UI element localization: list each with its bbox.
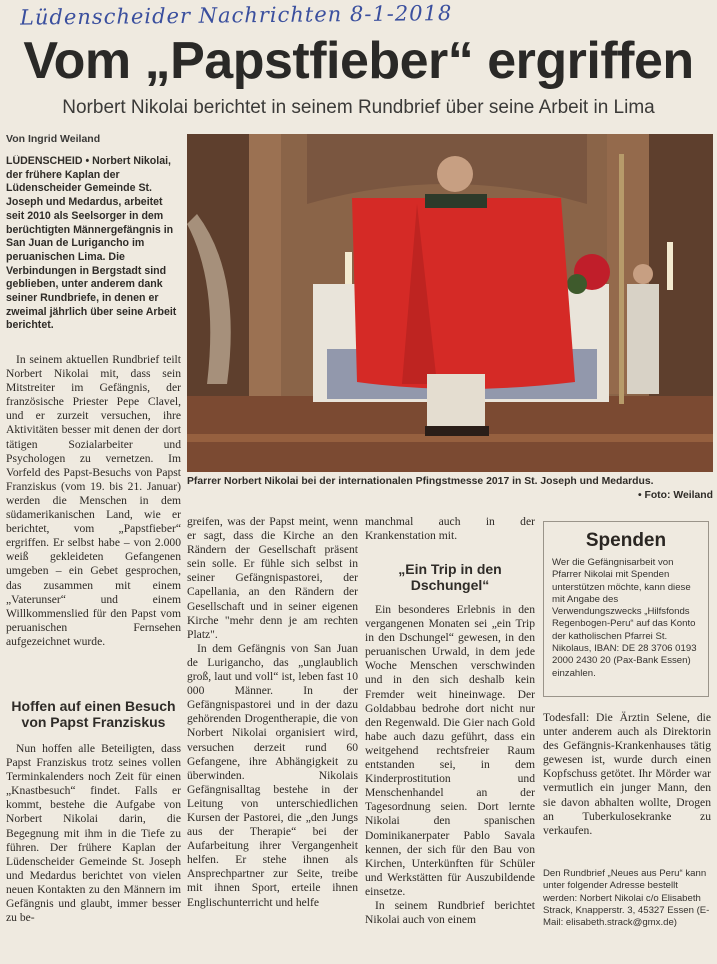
body-paragraph: Todesfall: Die Ärztin Selene, die unter anderem auch als Direktorin des Gefängnis-Krankenhauses tätig gewesen ist, wurde durch einen Kopfschuss getötet. Ihr Mörder war vermutlich ein junger Mann, den sie davon abhalten wollte, Drogen an Tuberkulosekranke zu verkaufen.: [543, 711, 711, 837]
section-heading-papst-besuch: Hoffen auf einen Besuch von Papst Franziskus: [11, 698, 176, 730]
article-column-3-continued: [365, 603, 535, 964]
photo-red-vestment: [352, 198, 575, 389]
spenden-infobox: [543, 521, 709, 697]
photo-priest-head: [437, 156, 473, 192]
photo-candle-left: [345, 252, 352, 284]
spenden-title: Spenden: [585, 530, 667, 551]
photo-altar-server: [627, 284, 659, 394]
spenden-text: Wer die Gefängnisarbeit von Pfarrer Nikolai mit Spenden unterstützen möchte, kann diese mit Angabe des Verwendungszwecks „Hilfsfonds Regenbogen-Peru“ auf das Konto der katholischen Pfarrei St. Nikolaus, IBAN: DE 28 3706 0193 2000 2430 20 (Pax-Bank Essen) einzahlen.: [552, 557, 697, 679]
dateline-separator: •: [82, 155, 93, 167]
body-paragraph: greifen, was der Papst meint, wenn er sagt, dass die Kirche an den Rändern der Gesellschaft präsent sein solle. Er fühle sich selbst in seiner Gefängnispastorei, der Capellania, an den Rändern der Gesellschaft und in seiner eigenen Kirche "mehr denn je am rechten Platz".: [187, 515, 358, 641]
byline: Von Ingrid Weiland: [6, 133, 101, 145]
photo-processional-cross: [619, 154, 624, 404]
church-photo: [187, 134, 713, 472]
rundbrief-note: Den Rundbrief „Neues aus Peru“ kann unter folgender Adresse bestellt werden: Norbert Nikolai c/o Elisabeth Strack, Knapperstr. 3, 45327 Essen (E-Mail: elisabeth.strack@gmx.de): [543, 868, 710, 929]
article-column-4: [543, 711, 711, 863]
photo-caption: [187, 475, 713, 505]
section-heading-dschungel: „Ein Trip in den Dschungel“: [398, 561, 502, 593]
photo-credit: • Foto: Weiland: [637, 490, 713, 501]
body-paragraph: manchmal auch in der Krankenstation mit.: [365, 515, 535, 543]
handwritten-note: Lüdenscheider Nachrichten 8-1-2018: [19, 1, 453, 30]
photo-altar-server-head: [633, 264, 653, 284]
lead-text: Norbert Nikolai, der frühere Kaplan der Lüdenscheider Gemeinde St. Joseph und Medardus, arbeitet seit 2010 als Seelsorger in dem berüchtigten Männergefängnis in San Juan de Lurigancho im peruanischen Lima. Die Verbindungen in Bergstadt sind geblieben, unter anderem dank seiner Rundbriefe, in denen er zweimal jährlich über seine Arbeit berichtet.: [6, 155, 177, 332]
article-column-3: [365, 515, 535, 561]
photo-priest-feet: [425, 426, 489, 436]
article-column-1: [6, 353, 181, 687]
photo-caption-text: Pfarrer Norbert Nikolai bei der internationalen Pfingstmesse 2017 in St. Joseph und Medardus.: [187, 476, 654, 487]
photo-priest-alb: [427, 374, 485, 430]
body-paragraph: In seinem Rundbrief berichtet Nikolai auch von einem: [365, 898, 535, 927]
photo-flowers-leaves: [567, 274, 587, 294]
body-paragraph: Nun hoffen alle Beteiligten, dass Papst Franziskus trotz seines vollen Terminkalenders noch Zeit für einen „Knastbesuch“ findet. Falls er kommt, bestehe die Aufgabe von Norbert Nikolai darin, die Begegnung mit ihm in die Tiefe zu führen. Der frühere Kaplan der Lüdenscheider Gemeinde St. Joseph und Medardus berichtet von vielen neuen Kontakten zu den Männern im Gefängnis und glaubt, immer besser zu be-: [6, 742, 181, 925]
church-photo-illustration: [187, 134, 713, 472]
photo-candle-right: [667, 242, 673, 290]
subheadline: Norbert Nikolai berichtet in seinem Rundbrief über seine Arbeit in Lima: [62, 97, 655, 118]
body-paragraph: In dem Gefängnis von San Juan de Lurigancho, das „unglaublich groß, laut und voll“ ist, leben fast 10 000 Männer. In der Gefängnispastorei und in der dazu gehörenden Drogentherapie, die von Norbert Nikolai organisiert wird, versuchen derzeit rund 60 Gefangene, ihre Abhängigkeit zu überwinden. Nikolais Gefängnisalltag bestehe in der Leitung von unterschiedlichen Kursen der Pastorei, die „den Jungs aus der Therapie“ bei der Aufarbeitung ihrer Vergangenheit helfen. Er stehe ihnen als Ansprechpartner zur Seite, treibe mit ihnen Sport, erteile ihnen Englischunterricht und helfe: [187, 641, 358, 909]
article-column-1-continued: [6, 742, 181, 964]
body-paragraph: Ein besonderes Erlebnis in den vergangenen Monaten sei „ein Trip in den Dschungel“ gewesen, in den peruanischen Urwald, in dem jede Woche Menschen verschwinden und in den sich deshalb kein Fremder weit hineinwage. Der Goldabbau bedrohe dort nicht nur den Regenwald. Die Gier nach Gold habe auch dazu geführt, dass ein weitgehend rechtsfreier Raum entstanden sei, in dem Kinderprostitution und Menschenhandel an der Tagesordnung seien. Dort lernte Nikolai den spanischen Dominikanerpater Pablo Savala kennen, der sich für den Bau von Kirchen, Unterkünften für Schüler und Werkstätten für Auszubildende einsetze.: [365, 603, 535, 898]
headline: Vom „Papstfieber“ ergriffen: [23, 32, 694, 90]
body-paragraph: In seinem aktuellen Rundbrief teilt Norbert Nikolai mit, dass sein Mitstreiter im Gefängnis, der französische Priester Pepe Clavel, und er zurzeit versuchen, ihre Aktivitäten besser mit denen der dort tätigen Sozialarbeiter und Psychologen zu vernetzen. Im Vorfeld des Papst-Besuchs von Papst Franziskus (vom 19. bis 21. Januar) werden die Menschen in dem südamerikanischen Land, wie er berichtet, vom „Papstfieber“ ergriffen. Er selbst habe – von 2.000 weiß gekleideten Gefangenen umgeben – ein Gebet gesprochen, das zusammen mit einem „Vaterunser“ und einem Willkommenslied für den Papst vom peruanischen Fernsehen aufgezeichnet wurde.: [6, 353, 181, 648]
article-column-2: [187, 515, 358, 964]
photo-vestment-collar: [425, 194, 487, 208]
lead-paragraph: [6, 155, 181, 345]
photo-pillar-band: [249, 134, 281, 414]
dateline: LÜDENSCHEID: [6, 155, 83, 167]
